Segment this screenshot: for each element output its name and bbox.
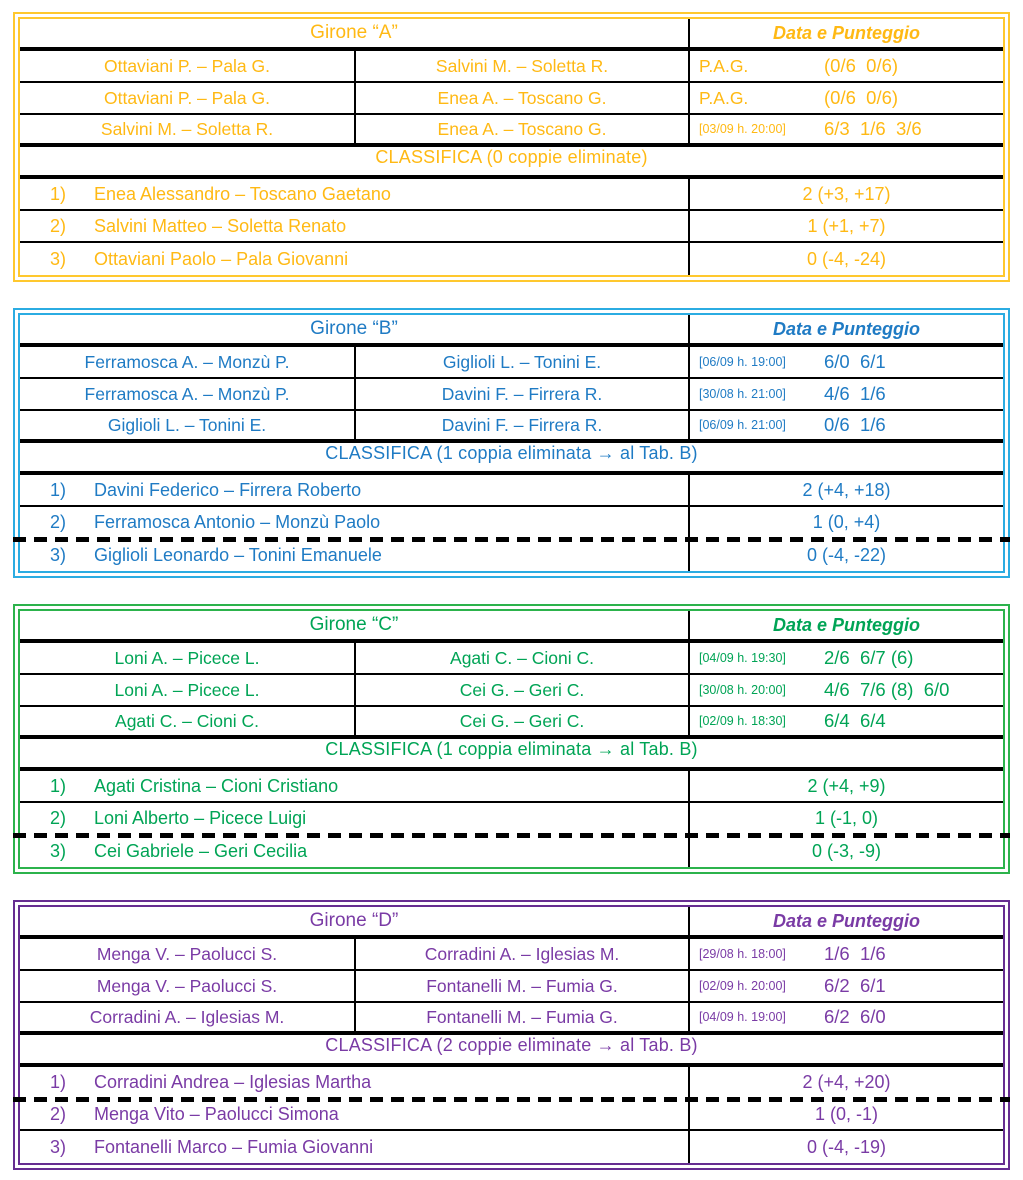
- rank-position: 3): [50, 248, 67, 269]
- match-result-cell: [690, 347, 1003, 377]
- rank-pair-cell: [20, 771, 690, 801]
- data-punteggio-header: Data e Punteggio: [772, 910, 920, 931]
- girone-table-D: [13, 900, 1010, 1170]
- rank-points: 0 (-3, -9): [811, 840, 881, 861]
- match-row: [20, 707, 1003, 739]
- rank-pair-name: Giglioli Leonardo – Tonini Emanuele: [94, 544, 382, 565]
- match-result-cell: [690, 411, 1003, 439]
- match-team1: Menga V. – Paolucci S.: [20, 971, 356, 1001]
- match-score: 4/6 7/6 (8) 6/0: [824, 679, 950, 700]
- match-row: [20, 379, 1003, 411]
- match-team1: Ottaviani P. – Pala G.: [20, 83, 356, 113]
- rank-pair-cell: [20, 1099, 690, 1129]
- match-result-cell: [690, 971, 1003, 1001]
- match-team2: Corradini A. – Iglesias M.: [356, 939, 690, 969]
- match-result-cell: [690, 379, 1003, 409]
- match-team2: Salvini M. – Soletta R.: [356, 51, 690, 81]
- match-row: [20, 939, 1003, 971]
- girone-title: Girone “C”: [20, 611, 690, 639]
- rank-position: 3): [50, 544, 67, 565]
- rank-row: [20, 771, 1003, 803]
- match-result-cell: [690, 115, 1003, 143]
- girone-title: Girone “A”: [20, 19, 690, 47]
- match-row: [20, 347, 1003, 379]
- rank-position: 2): [50, 511, 67, 532]
- rank-row: [20, 835, 1003, 867]
- rank-pair-cell: [20, 1131, 690, 1163]
- rank-points: 1 (-1, 0): [814, 807, 879, 828]
- match-team2: Fontanelli M. – Fumia G.: [356, 1003, 690, 1031]
- match-date: [06/09 h. 21:00]: [699, 418, 786, 432]
- classifica-title-row: [20, 739, 1003, 771]
- rank-pair-cell: [20, 243, 690, 275]
- rank-pair-name: Corradini Andrea – Iglesias Martha: [94, 1071, 372, 1092]
- match-team2: Fontanelli M. – Fumia G.: [356, 971, 690, 1001]
- match-team2: Agati C. – Cioni C.: [356, 643, 690, 673]
- rank-position: 2): [50, 1103, 67, 1124]
- rank-position: 2): [50, 807, 67, 828]
- data-punteggio-header: Data e Punteggio: [772, 614, 920, 635]
- match-result-cell: [690, 1003, 1003, 1031]
- rank-points: 2 (+4, +9): [807, 775, 886, 796]
- match-score: 6/3 1/6 3/6: [824, 118, 922, 139]
- match-team1: Ferramosca A. – Monzù P.: [20, 347, 356, 377]
- rank-points: 2 (+4, +18): [802, 479, 891, 500]
- rank-row: [20, 211, 1003, 243]
- match-result-cell: [690, 707, 1003, 735]
- match-score: 4/6 1/6: [824, 383, 886, 404]
- rank-pair-cell: [20, 539, 690, 571]
- rank-pair-cell: [20, 1067, 690, 1097]
- match-team2: Enea A. – Toscano G.: [356, 115, 690, 143]
- match-team2: Davini F. – Firrera R.: [356, 411, 690, 439]
- girone-table-C: [13, 604, 1010, 874]
- data-punteggio-header: Data e Punteggio: [772, 318, 920, 339]
- rank-pair-name: Salvini Matteo – Soletta Renato: [94, 215, 347, 236]
- rank-position: 2): [50, 215, 67, 236]
- rank-pair-name: Agati Cristina – Cioni Cristiano: [94, 775, 339, 796]
- rank-pair-name: Ottaviani Paolo – Pala Giovanni: [94, 248, 349, 269]
- match-team1: Corradini A. – Iglesias M.: [20, 1003, 356, 1031]
- match-team2: Enea A. – Toscano G.: [356, 83, 690, 113]
- classifica-title: CLASSIFICA (1 coppia eliminata → al Tab. B): [325, 443, 698, 463]
- match-team1: Giglioli L. – Tonini E.: [20, 411, 356, 439]
- match-result-cell: [690, 643, 1003, 673]
- classifica-title: CLASSIFICA (0 coppie eliminate): [375, 147, 648, 167]
- girone-table-B: [13, 308, 1010, 578]
- rank-position: 1): [50, 183, 67, 204]
- rank-row: [20, 803, 1003, 835]
- rank-row: [20, 1131, 1003, 1163]
- rank-pair-name: Fontanelli Marco – Fumia Giovanni: [94, 1136, 374, 1157]
- match-score: (0/6 0/6): [824, 87, 899, 108]
- rank-pair-name: Menga Vito – Paolucci Simona: [94, 1103, 339, 1124]
- match-row: [20, 115, 1003, 147]
- match-date: [29/08 h. 18:00]: [699, 947, 786, 961]
- girone-title: Girone “D”: [20, 907, 690, 935]
- match-score: 6/0 6/1: [824, 351, 886, 372]
- rank-points: 0 (-4, -22): [806, 544, 887, 565]
- rank-row: [20, 475, 1003, 507]
- match-team2: Cei G. – Geri C.: [356, 707, 690, 735]
- classifica-title: CLASSIFICA (1 coppia eliminata → al Tab. B): [325, 739, 698, 759]
- match-score: 6/2 6/0: [824, 1006, 886, 1027]
- match-row: [20, 411, 1003, 443]
- match-result-cell: [690, 675, 1003, 705]
- match-row: [20, 971, 1003, 1003]
- girone-header-row: [20, 611, 1003, 643]
- girone-header-row: [20, 907, 1003, 939]
- rank-pair-cell: [20, 803, 690, 833]
- match-result-cell: [690, 51, 1003, 81]
- match-team1: Loni A. – Picece L.: [20, 675, 356, 705]
- match-row: [20, 83, 1003, 115]
- rank-points: 1 (0, -1): [814, 1103, 879, 1124]
- rank-pair-name: Davini Federico – Firrera Roberto: [94, 479, 362, 500]
- match-team1: Salvini M. – Soletta R.: [20, 115, 356, 143]
- rank-points: 1 (0, +4): [812, 511, 881, 532]
- rank-position: 1): [50, 479, 67, 500]
- rank-position: 3): [50, 840, 67, 861]
- match-team1: Ottaviani P. – Pala G.: [20, 51, 356, 81]
- rank-points: 0 (-4, -19): [806, 1136, 887, 1157]
- match-team1: Loni A. – Picece L.: [20, 643, 356, 673]
- girone-header-row: [20, 315, 1003, 347]
- rank-row: [20, 1067, 1003, 1099]
- match-row: [20, 643, 1003, 675]
- rank-position: 1): [50, 1071, 67, 1092]
- rank-pair-name: Ferramosca Antonio – Monzù Paolo: [94, 511, 381, 532]
- match-team1: Ferramosca A. – Monzù P.: [20, 379, 356, 409]
- match-date: [06/09 h. 19:00]: [699, 355, 786, 369]
- girone-header-row: [20, 19, 1003, 51]
- match-date: [04/09 h. 19:00]: [699, 1010, 786, 1024]
- girone-title: Girone “B”: [20, 315, 690, 343]
- match-date: [02/09 h. 20:00]: [699, 979, 786, 993]
- match-row: [20, 51, 1003, 83]
- classifica-title-row: [20, 443, 1003, 475]
- girone-table-A: [13, 12, 1010, 282]
- rank-row: [20, 243, 1003, 275]
- match-date: [30/08 h. 20:00]: [699, 683, 786, 697]
- match-date: [04/09 h. 19:30]: [699, 651, 786, 665]
- match-score: 6/4 6/4: [824, 710, 886, 731]
- rank-pair-name: Enea Alessandro – Toscano Gaetano: [94, 183, 391, 204]
- rank-pair-name: Loni Alberto – Picece Luigi: [94, 807, 307, 828]
- match-date: [02/09 h. 18:30]: [699, 714, 786, 728]
- rank-points: 1 (+1, +7): [807, 215, 886, 236]
- rank-position: 1): [50, 775, 67, 796]
- rank-pair-cell: [20, 179, 690, 209]
- rank-points: 2 (+4, +20): [802, 1071, 891, 1092]
- match-team2: Cei G. – Geri C.: [356, 675, 690, 705]
- match-score: 1/6 1/6: [824, 943, 886, 964]
- match-date: [03/09 h. 20:00]: [699, 122, 786, 136]
- rank-row: [20, 1099, 1003, 1131]
- rank-row: [20, 179, 1003, 211]
- rank-row: [20, 507, 1003, 539]
- rank-pair-name: Cei Gabriele – Geri Cecilia: [94, 840, 308, 861]
- classifica-title-row: [20, 1035, 1003, 1067]
- classifica-title: CLASSIFICA (2 coppie eliminate → al Tab. B): [325, 1035, 698, 1055]
- rank-position: 3): [50, 1136, 67, 1157]
- match-date: P.A.G.: [699, 87, 749, 108]
- rank-pair-cell: [20, 835, 690, 867]
- match-team2: Giglioli L. – Tonini E.: [356, 347, 690, 377]
- match-score: (0/6 0/6): [824, 55, 899, 76]
- rank-pair-cell: [20, 507, 690, 537]
- rank-pair-cell: [20, 211, 690, 241]
- data-punteggio-header: Data e Punteggio: [772, 22, 920, 43]
- classifica-title-row: [20, 147, 1003, 179]
- match-date: P.A.G.: [699, 55, 749, 76]
- rank-points: 0 (-4, -24): [806, 248, 887, 269]
- match-team1: Menga V. – Paolucci S.: [20, 939, 356, 969]
- match-score: 2/6 6/7 (6): [824, 647, 914, 668]
- match-score: 0/6 1/6: [824, 414, 886, 435]
- rank-points: 2 (+3, +17): [802, 183, 891, 204]
- match-result-cell: [690, 83, 1003, 113]
- match-score: 6/2 6/1: [824, 975, 886, 996]
- rank-pair-cell: [20, 475, 690, 505]
- match-result-cell: [690, 939, 1003, 969]
- match-row: [20, 675, 1003, 707]
- match-team1: Agati C. – Cioni C.: [20, 707, 356, 735]
- match-team2: Davini F. – Firrera R.: [356, 379, 690, 409]
- match-row: [20, 1003, 1003, 1035]
- rank-row: [20, 539, 1003, 571]
- match-date: [30/08 h. 21:00]: [699, 387, 786, 401]
